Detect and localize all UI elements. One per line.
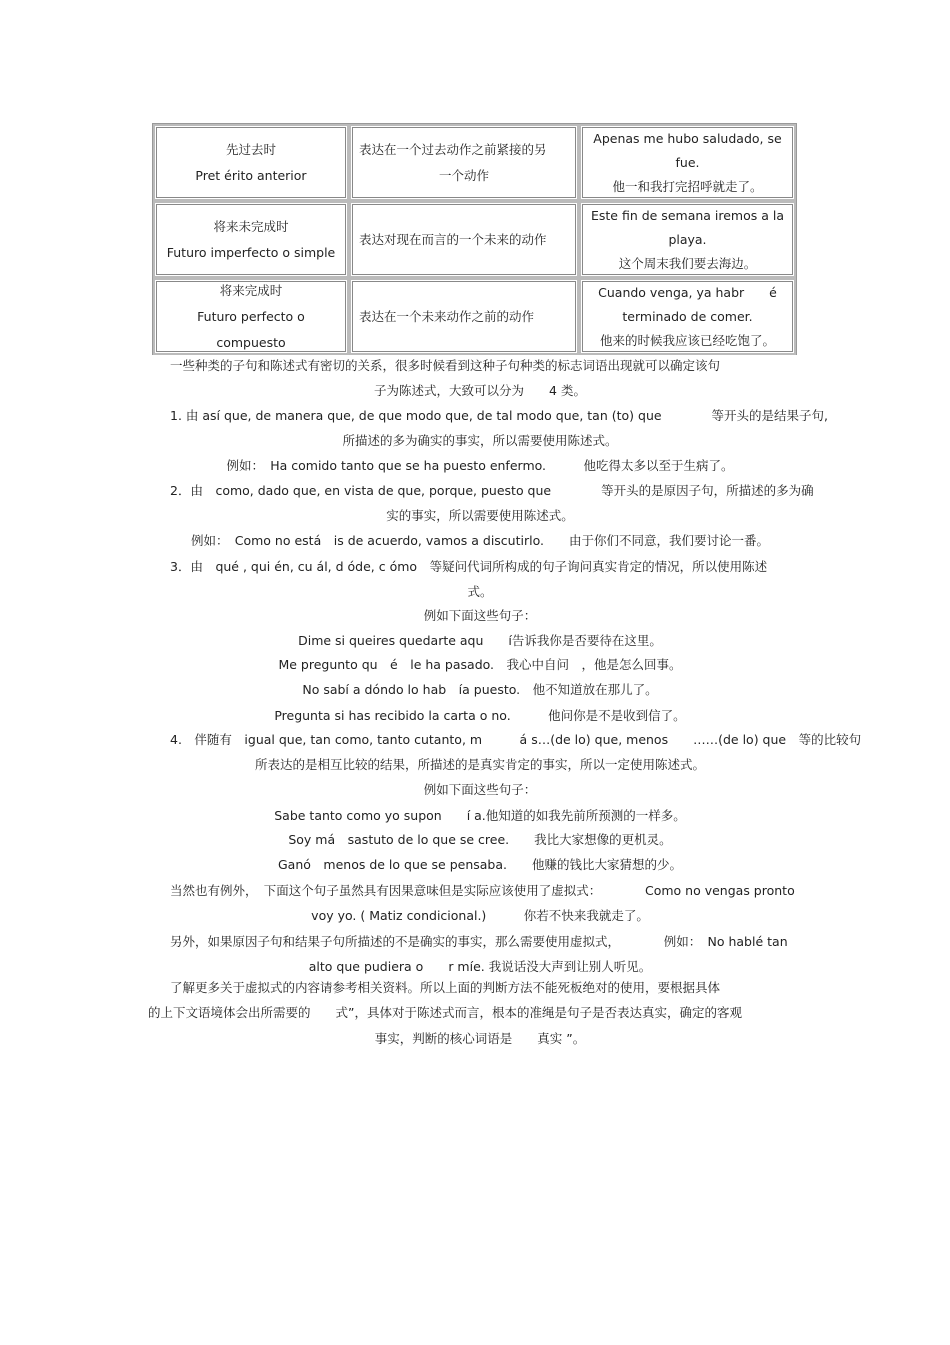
body-line: Dime si queires quedarte aqu í告诉我你是否要待在这里。	[298, 633, 662, 648]
example-line: Apenas me hubo saludado, se	[593, 130, 782, 146]
body-line: 例如： Ha comido tanto que se ha puesto enfermo. 他吃得太多以至于生病了。	[226, 458, 734, 473]
example-translation: 这个周末我们要去海边。	[618, 255, 757, 271]
body-line: Ganó menos de lo que se pensaba. 他赚的钱比大家猜想的少。	[277, 857, 683, 872]
tense-name-es: Futuro perfecto o compuesto	[197, 308, 305, 350]
tense-example-cell	[579, 124, 796, 201]
body-line: Me pregunto qu é le ha pasado. 我心中自问 ，他是怎么回事。	[278, 657, 682, 672]
tense-name-cell	[153, 124, 349, 201]
example-line: terminado de comer.	[622, 308, 753, 324]
tense-desc-cell	[349, 124, 579, 201]
body-line: 例如下面这些句子：	[423, 608, 537, 623]
body-line: 例如下面这些句子：	[423, 782, 537, 797]
body-line: Soy má sastuto de lo que se cree. 我比大家想像的更机灵。	[288, 832, 672, 847]
body-line: 3．由 qué , qui én, cu ál, d óde, c ómo 等疑问代词所构成的句子询问真实肯定的情况，所以使用陈述	[170, 559, 768, 574]
example-line: playa.	[668, 231, 707, 247]
tense-name-cell	[153, 201, 349, 278]
tense-name-cn: 先过去时	[225, 141, 276, 157]
body-line: 所表达的是相互比较的结果，所描述的是真实肯定的事实，所以一定使用陈述式。	[254, 757, 705, 772]
example-translation: 他来的时候我应该已经吃饱了。	[599, 332, 775, 348]
body-line: 2．由 como, dado que, en vista de que, porque, puesto que 等开头的是原因子句，所描述的多为确	[170, 483, 814, 498]
body-line: 实的事实，所以需要使用陈述式。	[386, 508, 574, 523]
body-line: No sabí a dóndo lo hab ía puesto. 他不知道放在那儿了。	[302, 682, 658, 697]
tense-desc-line: 一个动作	[438, 167, 489, 183]
table-row	[153, 278, 796, 355]
tense-name-cn: 将来未完成时	[213, 218, 289, 234]
example-translation: 他一和我打完招呼就走了。	[612, 178, 763, 194]
body-line: 所描述的多为确实的事实，所以需要使用陈述式。	[342, 433, 618, 448]
tense-name-es: Pret érito anterior	[195, 167, 307, 183]
body-line: 1. 由 así que, de manera que, de que modo que, de tal modo que, tan (to) que 等开头的是结果子句,	[170, 408, 829, 423]
body-line: 事实，判断的核心词语是 真实 ”。	[374, 1031, 586, 1046]
tense-desc-line: 表达在一个未来动作之前的动作	[359, 308, 535, 324]
tense-desc-cell	[349, 278, 579, 355]
body-line: 例如： Como no está is de acuerdo, vamos a discutirlo. 由于你们不同意，我们要讨论一番。	[191, 533, 769, 548]
body-line: Pregunta si has recibido la carta o no. 他问你是不是收到信了。	[274, 708, 686, 723]
body-line: 4. 伴随有 igual que, tan como, tanto cutanto, m á s…(de lo) que, menos ……(de lo) que 等的比较句	[170, 732, 862, 747]
tense-name-es: Futuro imperfecto o simple	[166, 244, 336, 260]
tense-desc-cell	[349, 201, 579, 278]
body-line: 了解更多关于虚拟式的内容请参考相关资料。所以上面的判断方法不能死板绝对的使用，要根据具体	[170, 980, 721, 995]
tense-table	[152, 123, 797, 355]
body-line: 一些种类的子句和陈述式有密切的关系，很多时候看到这种子句种类的标志词语出现就可以确定该句	[170, 358, 721, 373]
body-line: 当然也有例外， 下面这个句子虽然具有因果意味但是实际应该使用了虚拟式： Como no vengas pronto	[170, 883, 795, 898]
tense-desc-line: 表达对现在而言的一个未来的动作	[359, 231, 547, 247]
tense-example-cell	[579, 278, 796, 355]
body-line: Sabe tanto como yo supon í a.他知道的如我先前所预测的一样多。	[274, 808, 686, 823]
body-line: 式。	[467, 584, 493, 599]
body-line: voy yo. ( Matiz condicional.) 你若不快来我就走了。	[311, 908, 649, 923]
example-line: fue.	[675, 154, 700, 170]
tense-example-cell	[579, 201, 796, 278]
example-line: Este fin de semana iremos a la	[590, 207, 785, 223]
body-line: alto que pudiera o r míe. 我说话没大声到让别人听见。	[308, 959, 652, 974]
tense-name-cn: 将来完成时	[219, 282, 283, 298]
body-line: 另外，如果原因子句和结果子句所描述的不是确实的事实，那么需要使用虚拟式， 例如： No hablé tan	[170, 934, 788, 949]
body-line: 子为陈述式，大致可以分为 4 类。	[374, 383, 586, 398]
table-row	[153, 201, 796, 278]
example-line: Cuando venga, ya habr é	[598, 284, 777, 300]
body-line: 的上下文语境体会出所需要的 式”，具体对于陈述式而言，根本的准绳是句子是否表达真实，确定的客观	[148, 1005, 742, 1020]
table-row	[153, 124, 796, 201]
tense-name-cell	[153, 278, 349, 355]
tense-desc-line: 表达在一个过去动作之前紧接的另	[359, 141, 547, 157]
